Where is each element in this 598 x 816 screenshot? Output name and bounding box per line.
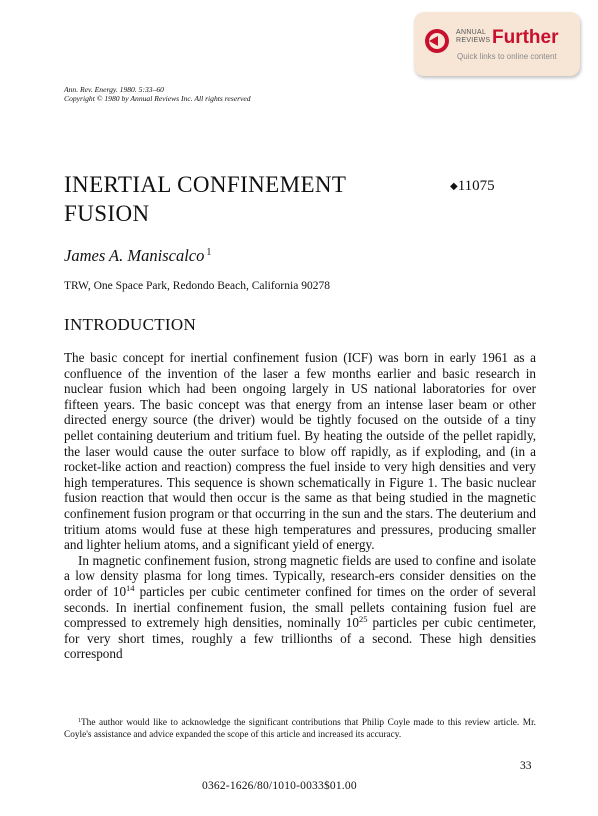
copyright-line: Copyright © 1980 by Annual Reviews Inc. All rights reserved [64,94,251,103]
further-word: Further [492,27,559,48]
price-code: 0362-1626/80/1010-0033$01.00 [202,780,357,792]
further-annual-reviews-label: ANNUAL REVIEWS [456,29,491,44]
diamond-icon: ◆ [450,181,458,192]
footnote-mark: 1 [78,718,81,724]
page-number: 33 [520,760,532,772]
body-text [64,350,536,662]
footnote: $^1$The author would like to acknowledge the significant contributions that Philip Coyle made to this review article. Mr. Coyle's assistance and advice expanded the scope of this article and increased its accuracy. [64,718,536,740]
paragraph-1: The basic concept for inertial confinement fusion (ICF) was born in early 1961 as a confluence of the invention of the laser a few months earlier and basic research in nuclear fusion which had been ongoing largely in US national laboratories for over fifteen years. The basic concept was that energy from an intense laser beam or other directed energy source (the driver) would be tightly focused on the outside of a tiny pellet containing deuterium and tritium fuel. By heating the outside of the pellet rapidly, the laser would cause the outer surface to blow off rapidly, as if exploding, and (in a rocket-like action and reaction) compress the fuel inside to very high densities and very high temperatures. This sequence is shown schematically in Figure 1. The basic nuclear fusion reaction that would then occur is the same as that being studied in the magnetic confinement fusion program or that occurring in the sun and the stars. The deuterium and tritium atoms would fuse at these high temperatures and pressures, producing smaller and lighter helium atoms, and a significant yield of energy. [64,350,536,553]
journal-citation: Ann. Rev. Energy. 1980. 5:33–60 [64,85,164,94]
article-title: INERTIAL CONFINEMENT FUSION [64,172,347,226]
author-name: James A. Maniscalco $^1$ [64,246,212,265]
author-affiliation: TRW, One Space Park, Redondo Beach, California 90278 [64,280,330,292]
section-heading: INTRODUCTION [64,315,197,334]
author-footnote-mark: 1 [206,247,212,258]
paragraph-2: In magnetic confinement fusion, strong magnetic fields are used to confine and isolate a low density plasma for long times. Typically, research-ers consider densities on the order of $10^{14}$ particles per cubic centimeter confined for times on the order of several seconds. In inertial confinement fusion, the small pellets containing fusion fuel are compressed to extremely high densities, nominally $10^{25}$ particles per cubic centimeter, for very short times, roughly a few trillionths of a second. These high densities correspond [64,552,537,662]
further-badge[interactable] [414,12,580,76]
further-subtitle: Quick links to online content [457,52,557,61]
annual-reviews-logo-icon [425,29,449,53]
article-reference-id: ◆11075 [450,178,495,194]
